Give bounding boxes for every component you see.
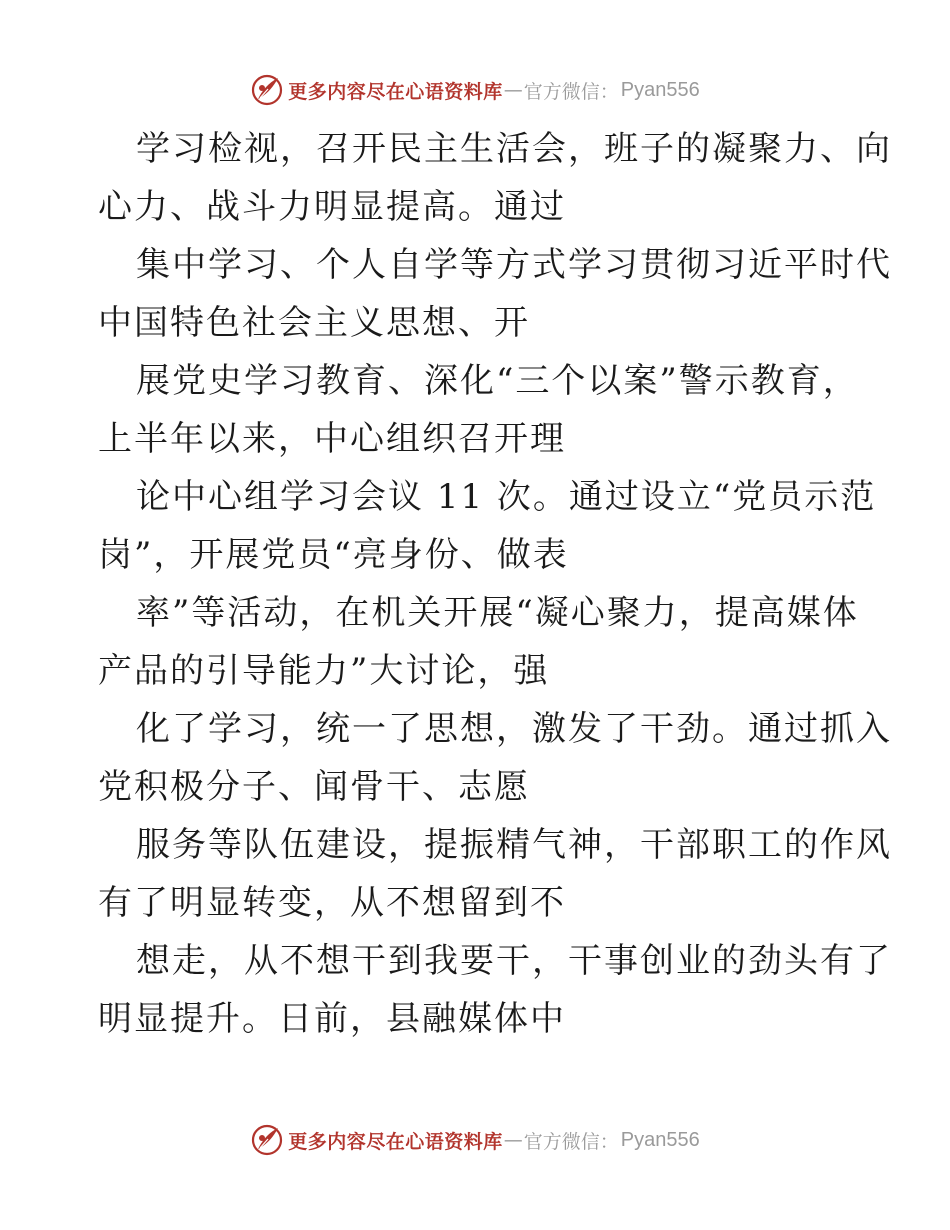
body-line: 有了明显转变，从不想留到不 [98,883,566,923]
body-line: 明显提升。日前，县融媒体中 [98,999,566,1039]
body-line: 中国特色社会主义思想、开 [98,303,530,343]
header-subtitle: 官方微信： [523,80,619,103]
quill-logo-icon [250,73,284,107]
body-line: 化了学习，统一了思想，激发了干劲。通过抓入 [136,709,892,749]
body-line: 率”等活动，在机关开展“凝心聚力，提高媒体 [136,593,859,633]
footer-dash: — [503,1129,523,1151]
body-line: 岗”，开展党员“亮身份、做表 [98,535,569,575]
body-line: 心力、战斗力明显提高。通过 [98,187,566,227]
body-line: 想走，从不想干到我要干，干事创业的劲头有了 [136,941,892,981]
body-line: 集中学习、个人自学等方式学习贯彻习近平时代 [136,245,892,285]
quill-logo-icon [250,1123,284,1157]
body-line: 党积极分子、闻骨干、志愿 [98,767,530,807]
document-body [98,120,892,1048]
body-line: 展党史学习教育、深化“三个以案”警示教育， [136,361,859,401]
header-wechat-id: Pyan556 [620,78,700,101]
body-line: 产品的引导能力”大讨论，强 [98,651,550,691]
body-line: 服务等队伍建设，提振精气神，干部职工的作风 [136,825,892,865]
body-line: 论中心组学习会议 11 次。通过设立“党员示范 [136,477,877,517]
header-dash: — [503,79,523,101]
header-banner [0,70,950,110]
body-line: 学习检视，召开民主生活会，班子的凝聚力、向 [136,129,892,169]
body-line: 上半年以来，中心组织召开理 [98,419,566,459]
footer-banner [0,1120,950,1160]
footer-subtitle: 官方微信： [523,1130,619,1153]
footer-wechat-id: Pyan556 [620,1128,700,1151]
footer-text: 更多内容尽在心语资料库 [288,1130,503,1153]
header-text: 更多内容尽在心语资料库 [288,80,503,103]
